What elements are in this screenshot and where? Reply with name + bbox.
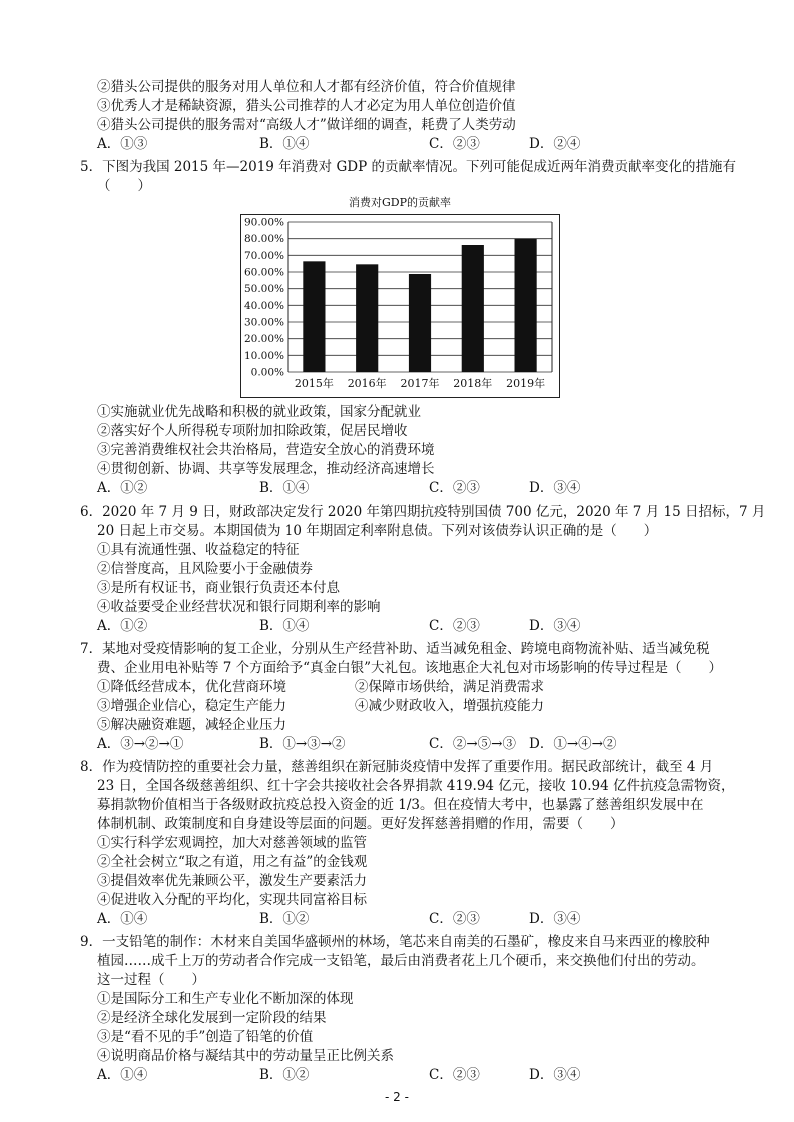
q8-options bbox=[97, 910, 697, 928]
y-tick-label: 20.00% bbox=[243, 333, 284, 346]
option-c[interactable]: C．②③ bbox=[429, 1067, 480, 1083]
page-number: - 2 - bbox=[385, 1090, 409, 1104]
y-tick-label: 0.00% bbox=[250, 366, 284, 379]
q4-item-4: ④猎头公司提供的服务需对“高级人才”做详细的调查，耗费了人类劳动 bbox=[97, 117, 516, 133]
option-d[interactable]: D．③④ bbox=[529, 618, 581, 634]
q8-item-2: ②全社会树立“取之有道，用之有益”的金钱观 bbox=[97, 854, 368, 870]
x-tick-label: 2015年 bbox=[294, 377, 334, 390]
q4-item-3: ③优秀人才是稀缺资源，猎头公司推荐的人才必定为用人单位创造价值 bbox=[97, 98, 516, 114]
q9-stem-3: 这一过程（ ） bbox=[97, 972, 205, 988]
q8-stem-3: 募捐款物价值相当于各级财政抗疫总投入资金的近 1/3。但在疫情大考中，也暴露了慈善组织发展中在 bbox=[97, 797, 704, 813]
q9-options bbox=[97, 1066, 697, 1084]
y-tick-label: 10.00% bbox=[243, 349, 284, 362]
q8-stem-4: 体制机制、政策制度和自身建设等层面的问题。更好发挥慈善捐赠的作用，需要（ ） bbox=[97, 816, 624, 832]
x-tick-label: 2019年 bbox=[506, 377, 546, 390]
bar bbox=[356, 264, 378, 372]
q6-item-4: ④收益要受企业经营状况和银行同期利率的影响 bbox=[97, 599, 381, 615]
option-c[interactable]: C．②③ bbox=[429, 911, 480, 927]
option-c[interactable]: C．②③ bbox=[429, 480, 480, 496]
q7-item-2: ②保障市场供给，满足消费需求 bbox=[355, 679, 544, 695]
option-d[interactable]: D．③④ bbox=[529, 480, 581, 496]
option-c[interactable]: C．②→⑤→③ bbox=[429, 736, 516, 752]
option-c[interactable]: C．②③ bbox=[429, 136, 480, 152]
option-d[interactable]: D．①→④→② bbox=[529, 736, 617, 752]
q6-item-3: ③是所有权证书，商业银行负责还本付息 bbox=[97, 580, 340, 596]
q4-options bbox=[97, 135, 697, 153]
option-a[interactable]: A．①④ bbox=[97, 911, 148, 927]
x-tick-label: 2018年 bbox=[453, 377, 493, 390]
contribution-rate-chart bbox=[240, 196, 560, 398]
q7-item-1: ①降低经营成本，优化营商环境 bbox=[97, 679, 286, 695]
q8-item-3: ③提倡效率优先兼顾公平，激发生产要素活力 bbox=[97, 873, 367, 889]
option-b[interactable]: B．①④ bbox=[259, 136, 310, 152]
y-tick-label: 40.00% bbox=[243, 299, 284, 312]
y-tick-label: 90.00% bbox=[243, 216, 284, 229]
option-d[interactable]: D．③④ bbox=[529, 911, 581, 927]
option-a[interactable]: A．①② bbox=[97, 618, 148, 634]
q9-item-3: ③是“看不见的手”创造了铅笔的价值 bbox=[97, 1029, 314, 1045]
q8-item-4: ④促进收入分配的平均化，实现共同富裕目标 bbox=[97, 892, 367, 908]
q9-item-4: ④说明商品价格与凝结其中的劳动量呈正比例关系 bbox=[97, 1048, 394, 1064]
y-tick-label: 50.00% bbox=[243, 283, 284, 296]
q6-options bbox=[97, 617, 697, 635]
option-a[interactable]: A．①③ bbox=[97, 136, 148, 152]
q8-item-1: ①实行科学宏观调控，加大对慈善领域的监管 bbox=[97, 835, 367, 851]
option-b[interactable]: B．①④ bbox=[259, 618, 310, 634]
bar bbox=[409, 274, 431, 372]
y-tick-label: 30.00% bbox=[243, 316, 284, 329]
option-b[interactable]: B．①→③→② bbox=[259, 736, 346, 752]
bar-chart-svg bbox=[240, 196, 560, 398]
q5-stem-paren: （ ） bbox=[97, 178, 151, 194]
y-tick-label: 80.00% bbox=[243, 233, 284, 246]
q6-stem-2: 20 日起上市交易。本期国债为 10 年期固定利率附息债。下列对该债券认识正确的是（ ） bbox=[97, 523, 658, 539]
q4-item-2: ②猎头公司提供的服务对用人单位和人才都有经济价值，符合价值规律 bbox=[97, 79, 516, 95]
option-c[interactable]: C．②③ bbox=[429, 618, 480, 634]
option-a[interactable]: A．①④ bbox=[97, 1067, 148, 1083]
bar bbox=[303, 261, 325, 372]
q5-item-3: ③完善消费维权社会共治格局，营造安全放心的消费环境 bbox=[97, 442, 435, 458]
bar bbox=[515, 239, 537, 372]
option-b[interactable]: B．①② bbox=[259, 1067, 310, 1083]
q8-stem-2: 23 日，全国各级慈善组织、红十字会共接收社会各界捐款 419.94 亿元，接收 10.94 亿件抗疫急需物资， bbox=[97, 778, 735, 794]
q6-item-1: ①具有流通性强、收益稳定的特征 bbox=[97, 542, 300, 558]
option-b[interactable]: B．①② bbox=[259, 911, 310, 927]
option-d[interactable]: D．③④ bbox=[529, 1067, 581, 1083]
q5-stem: 5．下图为我国 2015 年—2019 年消费对 GDP 的贡献率情况。下列可能促成近两年消费贡献率变化的措施有 bbox=[80, 159, 736, 175]
q9-item-2: ②是经济全球化发展到一定阶段的结果 bbox=[97, 1010, 327, 1026]
q5-item-4: ④贯彻创新、协调、共享等发展理念，推动经济高速增长 bbox=[97, 461, 435, 477]
q6-item-2: ②信誉度高，且风险要小于金融债券 bbox=[97, 561, 313, 577]
x-tick-label: 2016年 bbox=[347, 377, 387, 390]
q7-options bbox=[97, 735, 717, 753]
option-d[interactable]: D．②④ bbox=[529, 136, 581, 152]
option-a[interactable]: A．①② bbox=[97, 480, 148, 496]
q7-stem: 7．某地对受疫情影响的复工企业，分别从生产经营补助、适当减免租金、跨境电商物流补贴、适当减免税 bbox=[80, 641, 710, 657]
x-tick-label: 2017年 bbox=[400, 377, 440, 390]
option-b[interactable]: B．①④ bbox=[259, 480, 310, 496]
q5-item-2: ②落实好个人所得税专项附加扣除政策，促居民增收 bbox=[97, 423, 408, 439]
bar bbox=[462, 245, 484, 372]
q7-stem-2: 费、企业用电补贴等 7 个方面给予“真金白银”大礼包。该地惠企大礼包对市场影响的传导过程是（ ） bbox=[97, 660, 722, 676]
q5-options bbox=[97, 479, 697, 497]
q7-item-5: ⑤解决融资难题，减轻企业压力 bbox=[97, 717, 286, 733]
chart-title: 消费对GDP的贡献率 bbox=[348, 196, 451, 209]
q6-stem: 6．2020 年 7 月 9 日，财政部决定发行 2020 年第四期抗疫特别国债 700 亿元，2020 年 7 月 15 日招标，7 月 bbox=[80, 504, 766, 520]
option-a[interactable]: A．③→②→① bbox=[97, 736, 184, 752]
q8-stem: 8．作为疫情防控的重要社会力量，慈善组织在新冠肺炎疫情中发挥了重要作用。据民政部统计，截至 4 月 bbox=[80, 759, 714, 775]
y-tick-label: 60.00% bbox=[243, 266, 284, 279]
y-tick-label: 70.00% bbox=[243, 249, 284, 262]
q7-item-4: ④减少财政收入，增强抗疫能力 bbox=[355, 698, 544, 714]
q9-stem: 9．一支铅笔的制作：木材来自美国华盛顿州的林场，笔芯来自南美的石墨矿，橡皮来自马来西亚的橡胶种 bbox=[80, 934, 710, 950]
q7-item-3: ③增强企业信心，稳定生产能力 bbox=[97, 698, 286, 714]
q9-stem-2: 植园……成千上万的劳动者合作完成一支铅笔，最后由消费者花上几个硬币，来交换他们付出的劳动。 bbox=[97, 953, 705, 969]
q5-item-1: ①实施就业优先战略和积极的就业政策，国家分配就业 bbox=[97, 404, 421, 420]
q9-item-1: ①是国际分工和生产专业化不断加深的体现 bbox=[97, 991, 354, 1007]
